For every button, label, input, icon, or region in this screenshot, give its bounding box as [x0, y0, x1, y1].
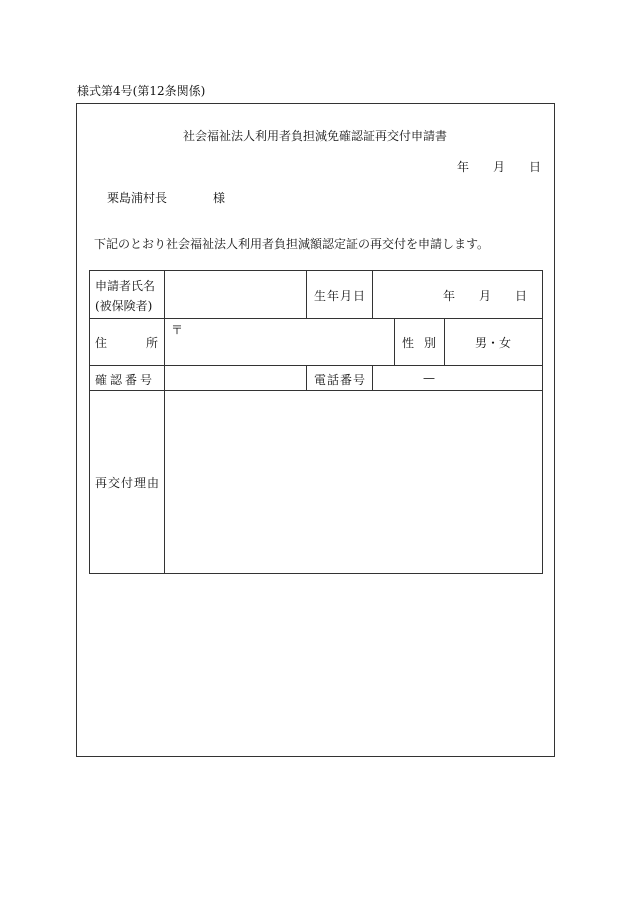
birthdate-month-label: 月 — [479, 289, 492, 303]
phone-separator: — — [423, 371, 435, 385]
birthdate-day-label: 日 — [515, 289, 528, 303]
postal-mark: 〒 — [171, 323, 184, 337]
addressee-name: 栗島浦村長 — [107, 191, 168, 205]
addressee-honorific: 様 — [213, 191, 226, 205]
table-row-divider — [89, 318, 543, 319]
applicant-name-label: 申請者氏名 — [95, 279, 156, 293]
application-statement: 下記のとおり社会福祉法人利用者負担減額認定証の再交付を申請します。 — [94, 237, 490, 251]
date-year-label: 年 — [457, 160, 470, 174]
table-row-divider — [89, 390, 543, 391]
gender-label-part2: 別 — [424, 336, 437, 350]
confirmation-number-label: 確認番号 — [95, 373, 156, 387]
table-border-bottom — [89, 573, 543, 574]
reissue-reason-label: 再交付理由 — [95, 476, 161, 490]
table-row-divider — [89, 365, 543, 366]
table-column-divider — [394, 318, 395, 365]
table-column-divider — [306, 365, 307, 390]
table-border-left — [89, 270, 90, 574]
date-month-label: 月 — [493, 160, 506, 174]
table-border-top — [89, 270, 543, 271]
insured-person-label: (被保険者) — [95, 299, 153, 313]
birthdate-label: 生年月日 — [314, 289, 367, 303]
gender-label-part1: 性 — [402, 336, 415, 350]
address-label-part1: 住 — [95, 336, 108, 350]
table-column-divider — [372, 365, 373, 390]
birthdate-year-label: 年 — [443, 289, 456, 303]
address-label-part2: 所 — [146, 336, 159, 350]
form-number-label: 様式第4号(第12条関係) — [77, 84, 206, 98]
document-title: 社会福祉法人利用者負担減免確認証再交付申請書 — [182, 129, 447, 143]
table-column-divider — [164, 270, 165, 574]
table-column-divider — [306, 270, 307, 318]
date-day-label: 日 — [529, 160, 542, 174]
phone-number-label: 電話番号 — [314, 373, 367, 387]
gender-options[interactable]: 男・女 — [475, 336, 512, 350]
table-border-right — [542, 270, 543, 574]
table-column-divider — [372, 270, 373, 318]
table-column-divider — [444, 318, 445, 365]
